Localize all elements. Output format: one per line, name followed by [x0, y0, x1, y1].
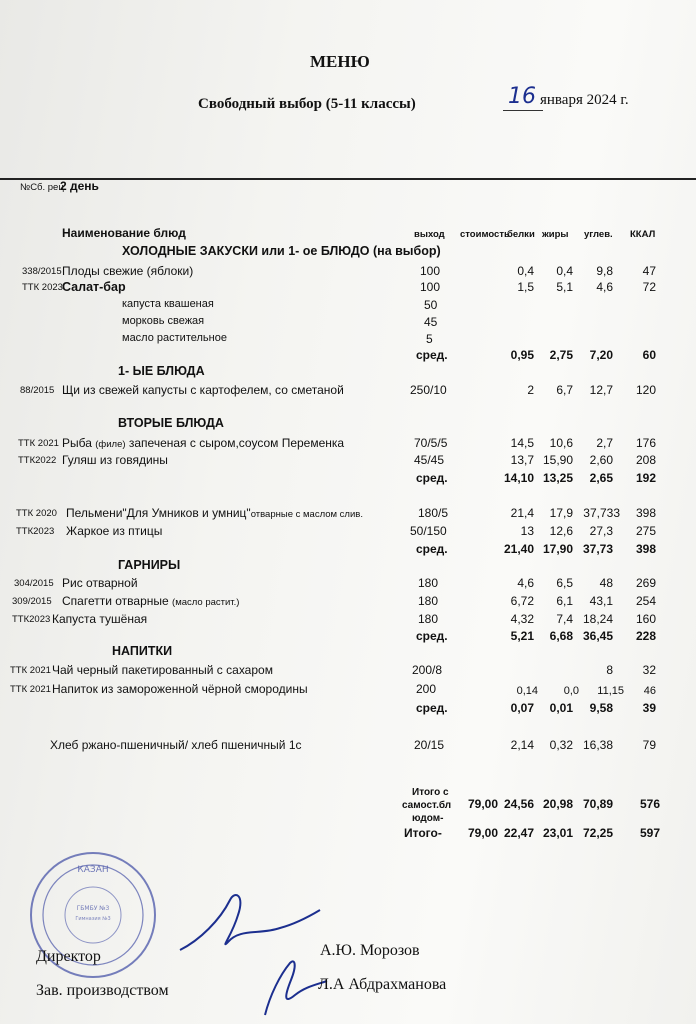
row-fat: 15,90 — [542, 453, 573, 467]
row-out: 180 — [418, 594, 439, 608]
row-prot: 21,40 — [503, 542, 534, 556]
row-code: ТТК2023 — [12, 614, 51, 625]
row-out: 250/10 — [410, 383, 447, 397]
col-kcal: ККАЛ — [630, 229, 656, 240]
row-kcal: 208 — [635, 453, 656, 467]
row-out: сред. — [416, 471, 448, 485]
row-name: масло растительное — [122, 332, 227, 344]
total-kcal: 576 — [639, 797, 660, 811]
total-carb: 72,25 — [582, 826, 613, 840]
total-cost: 79,00 — [467, 797, 498, 811]
row-code: 309/2015 — [12, 596, 52, 607]
row-carb: 37,73 — [582, 542, 613, 556]
row-kcal: 46 — [643, 685, 656, 697]
row-carb: 37,733 — [583, 506, 620, 520]
total-label: Итого- — [404, 826, 442, 840]
row-code: ТТК 2023 — [22, 282, 63, 293]
production-title: Зав. производством — [36, 982, 169, 999]
row-kcal: 398 — [635, 506, 656, 520]
header-divider — [0, 178, 696, 180]
total-cost: 79,00 — [467, 826, 498, 840]
row-fat: 0,32 — [549, 738, 573, 752]
row-out: 200 — [416, 682, 437, 696]
row-carb: 7,20 — [589, 348, 613, 362]
row-prot: 4,32 — [510, 612, 534, 626]
row-out: 20/15 — [414, 738, 445, 752]
col-carb: углев. — [584, 229, 613, 240]
row-out: 50/150 — [410, 524, 447, 538]
row-code: ТТК 2021 — [18, 438, 59, 449]
row-prot: 0,95 — [510, 348, 534, 362]
section-second: ВТОРЫЕ БЛЮДА — [118, 416, 224, 430]
col-prot: белки — [507, 229, 535, 240]
col-name: Наименование блюд — [62, 226, 186, 240]
row-carb: 2,7 — [596, 436, 613, 450]
row-out: сред. — [416, 629, 448, 643]
row-name: Гуляш из говядины — [62, 453, 168, 467]
row-name: Рыба (филе) запеченая с сыром,соусом Переменка — [62, 436, 345, 450]
row-out: 200/8 — [412, 663, 443, 677]
row-prot: 13,7 — [510, 453, 534, 467]
row-fat: 6,5 — [556, 576, 573, 590]
row-name: капуста квашеная — [122, 298, 214, 310]
row-code: 88/2015 — [20, 385, 55, 396]
row-kcal: 269 — [635, 576, 656, 590]
row-fat: 6,1 — [556, 594, 573, 608]
date-day-handwritten: 16 — [508, 84, 536, 109]
row-fat: 17,9 — [549, 506, 573, 520]
total-carb: 70,89 — [582, 797, 613, 811]
col-cost: стоимость — [460, 229, 510, 240]
recipe-no-label: №Сб. рец — [20, 182, 64, 193]
director-name: А.Ю. Морозов — [320, 942, 420, 959]
row-carb: 2,65 — [589, 471, 613, 485]
row-name: Спагетти отварные (масло растит.) — [62, 594, 240, 608]
row-name: Напиток из замороженной чёрной смородины — [52, 682, 308, 696]
row-code: 338/2015 — [22, 266, 62, 277]
row-code: ТТК2023 — [16, 526, 55, 537]
row-name: Жаркое из птицы — [66, 524, 163, 538]
total-prot: 24,56 — [503, 797, 534, 811]
row-out: 100 — [420, 280, 441, 294]
row-fat: 13,25 — [542, 471, 573, 485]
row-carb: 2,60 — [589, 453, 613, 467]
row-out: 180/5 — [418, 506, 449, 520]
svg-text:ГБМБУ №3: ГБМБУ №3 — [76, 905, 110, 912]
row-fat: 7,4 — [556, 612, 573, 626]
row-prot: 1,5 — [517, 280, 534, 294]
row-kcal: 79 — [642, 738, 656, 752]
row-kcal: 275 — [635, 524, 656, 538]
date-text: января 2024 г. — [540, 92, 629, 108]
row-carb: 36,45 — [582, 629, 613, 643]
row-carb: 27,3 — [589, 524, 613, 538]
row-out: 5 — [426, 332, 433, 346]
row-out: 180 — [418, 576, 439, 590]
row-out: 180 — [418, 612, 439, 626]
row-name: Щи из свежей капусты с картофелем, со сметаной — [62, 383, 344, 397]
row-kcal: 72 — [642, 280, 656, 294]
row-name: Капуста тушёная — [52, 612, 148, 626]
total-prot: 22,47 — [503, 826, 534, 840]
row-code: ТТК 2021 — [10, 665, 51, 676]
row-code: 304/2015 — [14, 578, 54, 589]
row-out: сред. — [416, 348, 448, 362]
section-garnish: ГАРНИРЫ — [118, 558, 181, 572]
date-underline — [503, 110, 543, 111]
row-kcal: 176 — [635, 436, 656, 450]
row-fat: 0,0 — [563, 685, 579, 697]
production-name: Л.А Абдрахманова — [318, 976, 447, 993]
total-fat: 20,98 — [542, 797, 573, 811]
row-name: Чай черный пакетированный с сахаром — [52, 663, 273, 677]
total-fat: 23,01 — [542, 826, 573, 840]
row-code: ТТК 2020 — [16, 508, 57, 519]
svg-text:КАЗАН: КАЗАН — [77, 865, 109, 875]
row-prot: 4,6 — [517, 576, 534, 590]
row-code: ТТК 2021 — [10, 684, 51, 695]
row-prot: 0,14 — [516, 685, 538, 697]
row-prot: 5,21 — [510, 629, 534, 643]
svg-text:Гимназия №3: Гимназия №3 — [75, 916, 111, 922]
col-fat: жиры — [542, 229, 569, 240]
row-fat: 17,90 — [542, 542, 573, 556]
row-code: ТТК2022 — [18, 455, 57, 466]
row-name: Плоды свежие (яблоки) — [62, 264, 194, 278]
row-out: 100 — [420, 264, 441, 278]
row-out: сред. — [416, 701, 448, 715]
row-carb: 12,7 — [589, 383, 613, 397]
row-out: сред. — [416, 542, 448, 556]
row-kcal: 60 — [642, 348, 656, 362]
row-kcal: 160 — [635, 612, 656, 626]
row-carb: 9,8 — [596, 264, 613, 278]
row-kcal: 254 — [635, 594, 656, 608]
day-label: 2 день — [60, 179, 99, 193]
row-kcal: 120 — [635, 383, 656, 397]
page-title: МЕНЮ — [310, 52, 370, 71]
section-first: 1- ЫЕ БЛЮДА — [118, 364, 205, 378]
row-carb: 18,24 — [582, 612, 613, 626]
row-out: 45/45 — [414, 453, 445, 467]
row-name: Пельмени"Для Умников и умниц"отварные с маслом слив. — [66, 506, 363, 520]
page-subtitle: Свободный выбор (5-11 классы) — [198, 96, 416, 112]
row-fat: 0,01 — [549, 701, 573, 715]
row-kcal: 39 — [642, 701, 656, 715]
row-out: 45 — [424, 315, 438, 329]
row-carb: 4,6 — [596, 280, 613, 294]
row-carb: 48 — [599, 576, 613, 590]
row-prot: 21,4 — [510, 506, 534, 520]
row-prot: 6,72 — [510, 594, 534, 608]
row-kcal: 47 — [642, 264, 656, 278]
row-prot: 2,14 — [510, 738, 534, 752]
row-fat: 10,6 — [549, 436, 573, 450]
row-kcal: 228 — [635, 629, 656, 643]
row-name: морковь свежая — [122, 315, 205, 327]
total-label: юдом- — [412, 813, 444, 824]
row-carb: 43,1 — [589, 594, 613, 608]
row-carb: 16,38 — [582, 738, 613, 752]
row-fat: 5,1 — [556, 280, 573, 294]
section-cold: ХОЛОДНЫЕ ЗАКУСКИ или 1- ое БЛЮДО (на выбор) — [122, 244, 441, 258]
row-name: Рис отварной — [62, 576, 138, 590]
row-fat: 0,4 — [556, 264, 573, 278]
total-kcal: 597 — [639, 826, 660, 840]
row-carb: 11,15 — [597, 685, 624, 697]
row-carb: 9,58 — [589, 701, 613, 715]
row-fat: 6,7 — [556, 383, 573, 397]
row-name: Хлеб ржано-пшеничный/ хлеб пшеничный 1с — [50, 738, 302, 752]
row-prot: 0,07 — [510, 701, 534, 715]
row-prot: 14,5 — [510, 436, 534, 450]
col-out: выход — [414, 229, 445, 240]
row-out: 50 — [424, 298, 438, 312]
row-prot: 13 — [520, 524, 534, 538]
row-prot: 14,10 — [503, 471, 534, 485]
row-kcal: 398 — [635, 542, 656, 556]
section-drinks: НАПИТКИ — [112, 644, 173, 658]
row-kcal: 32 — [642, 663, 656, 677]
total-label: Итого с — [412, 787, 449, 798]
row-fat: 2,75 — [549, 348, 573, 362]
row-name: Салат-бар — [62, 280, 126, 294]
director-title: Директор — [36, 948, 101, 965]
row-prot: 2 — [527, 383, 534, 397]
row-prot: 0,4 — [517, 264, 534, 278]
row-fat: 6,68 — [549, 629, 573, 643]
row-fat: 12,6 — [549, 524, 573, 538]
row-out: 70/5/5 — [414, 436, 448, 450]
total-label: самост.бл — [402, 800, 452, 811]
row-carb: 8 — [606, 663, 613, 677]
row-kcal: 192 — [635, 471, 656, 485]
